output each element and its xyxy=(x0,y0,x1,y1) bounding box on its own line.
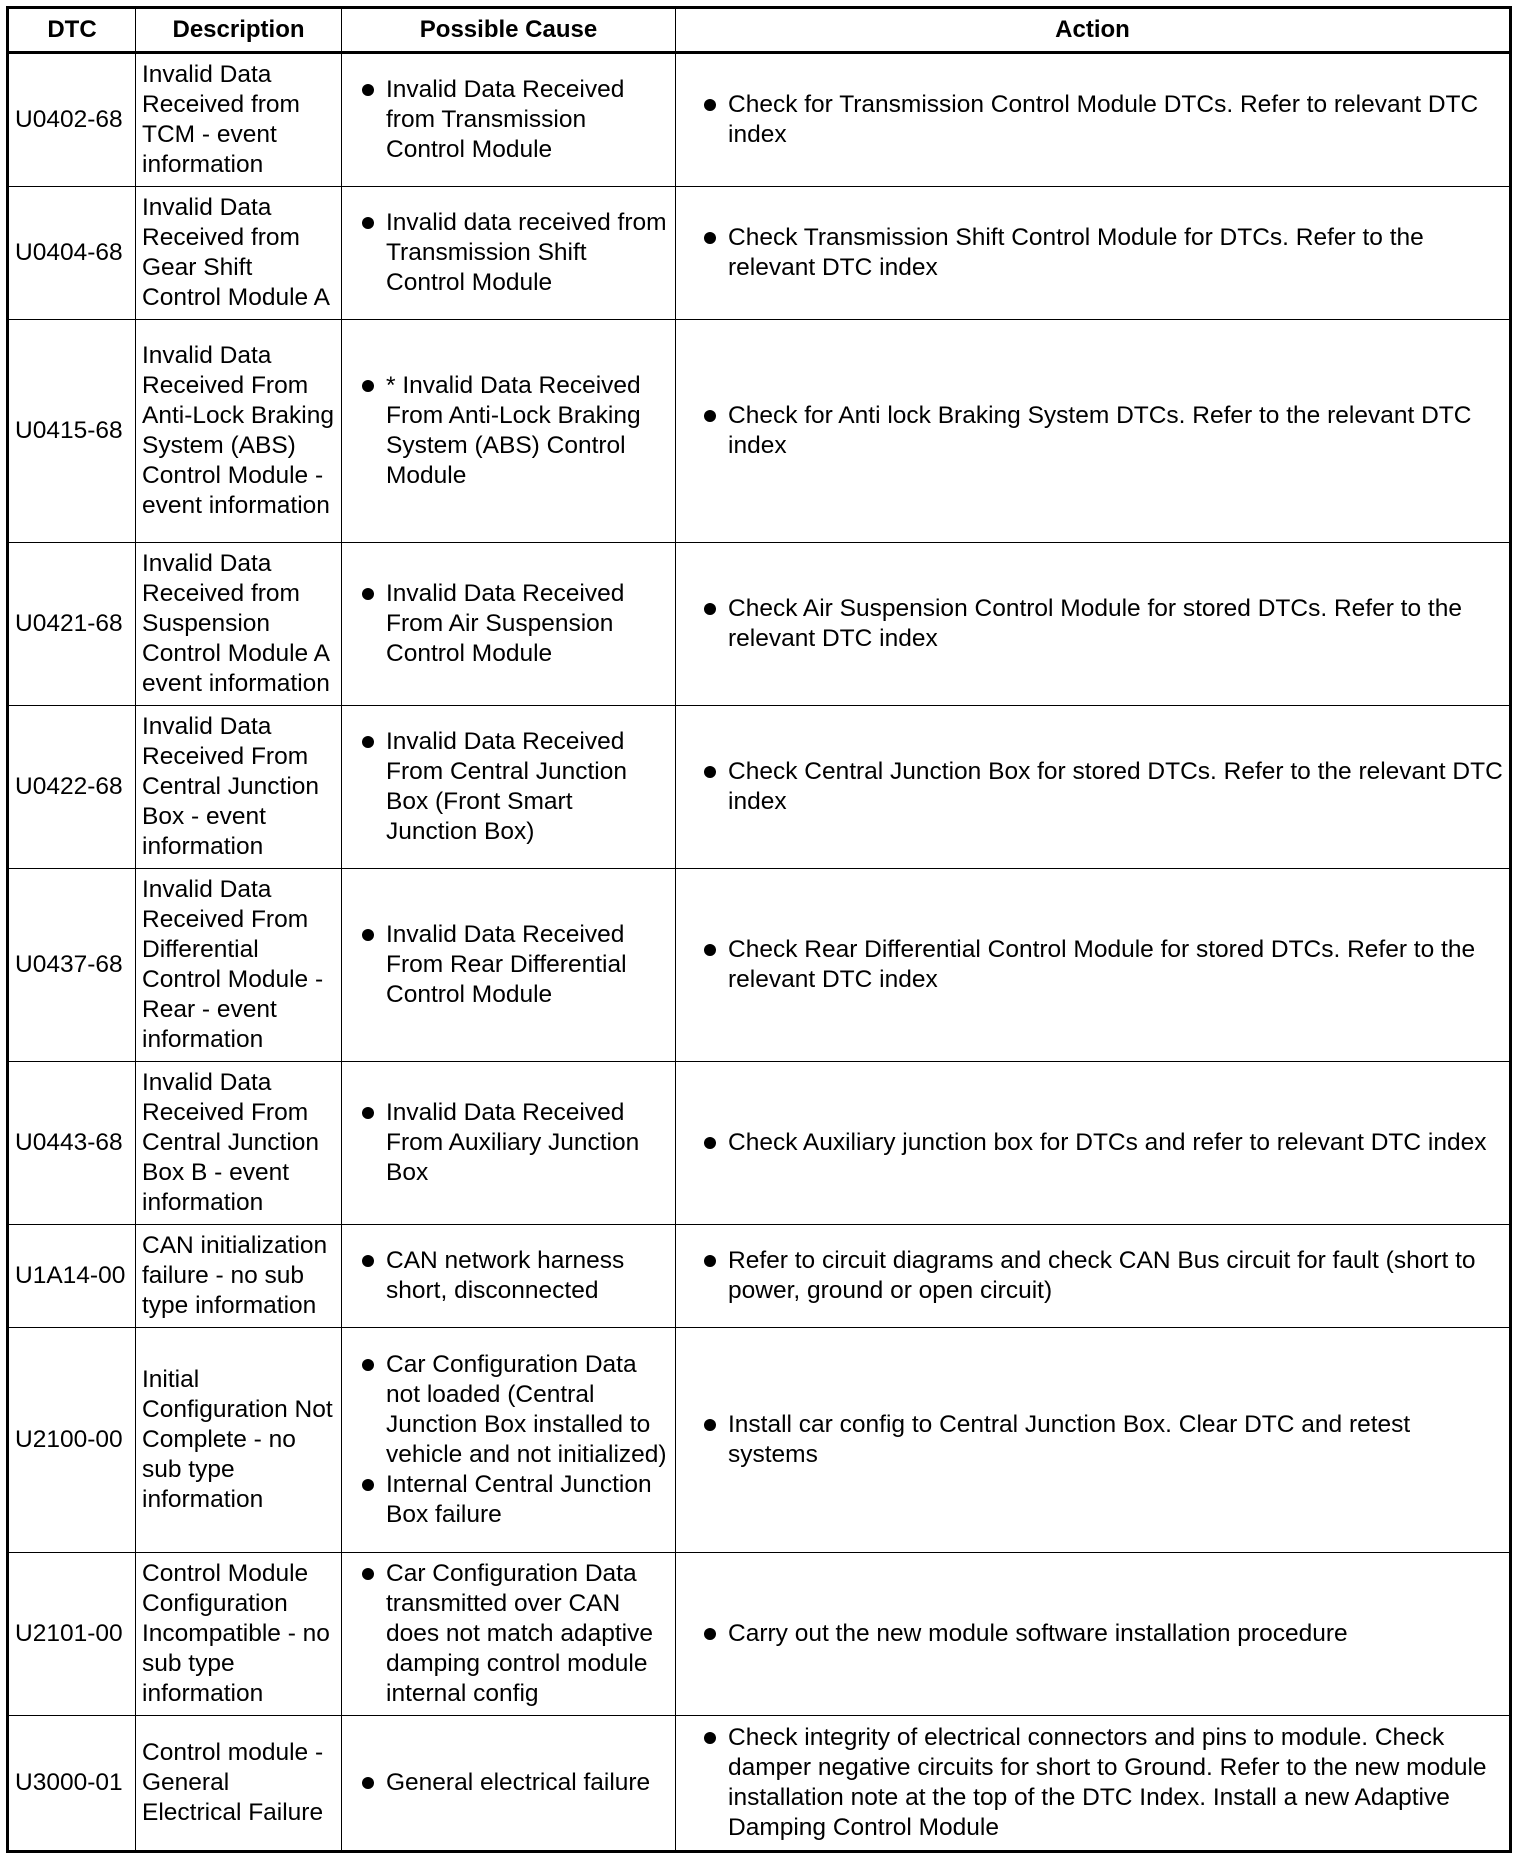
action-bullet: Refer to circuit diagrams and check CAN Bus circuit for fault (short to power, ground or open circuit) xyxy=(682,1246,1503,1306)
cause-bullet: Invalid Data Received From Central Junction Box (Front Smart Junction Box) xyxy=(348,727,669,847)
table-row xyxy=(8,1225,1511,1328)
action-bullet: Carry out the new module software installation procedure xyxy=(682,1619,1503,1649)
action-cell xyxy=(676,187,1511,320)
cause-bullet: Car Configuration Data not loaded (Central Junction Box installed to vehicle and not initialized) xyxy=(348,1350,669,1470)
dtc-code: U2100-00 xyxy=(8,1328,136,1553)
description-cell: Invalid Data Received From Differential Control Module - Rear - event information xyxy=(136,869,342,1062)
cause-cell xyxy=(342,320,676,543)
cause-cell xyxy=(342,1062,676,1225)
dtc-code: U0404-68 xyxy=(8,187,136,320)
cause-bullet: Invalid data received from Transmission Shift Control Module xyxy=(348,208,669,298)
header-possible-cause: Possible Cause xyxy=(342,8,676,53)
table-row xyxy=(8,869,1511,1062)
cause-bullet: General electrical failure xyxy=(348,1768,669,1798)
dtc-code: U1A14-00 xyxy=(8,1225,136,1328)
table-row xyxy=(8,1328,1511,1553)
cause-bullet: Invalid Data Received From Rear Differential Control Module xyxy=(348,920,669,1010)
action-cell xyxy=(676,869,1511,1062)
description-cell: Invalid Data Received from Gear Shift Control Module A xyxy=(136,187,342,320)
table-row xyxy=(8,53,1511,187)
cause-bullet: * Invalid Data Received From Anti-Lock Braking System (ABS) Control Module xyxy=(348,371,669,491)
description-cell: Control Module Configuration Incompatible - no sub type information xyxy=(136,1553,342,1716)
cause-cell xyxy=(342,706,676,869)
cause-bullet: CAN network harness short, disconnected xyxy=(348,1246,669,1306)
action-cell xyxy=(676,320,1511,543)
action-cell xyxy=(676,1225,1511,1328)
cause-cell xyxy=(342,543,676,706)
cause-cell xyxy=(342,1328,676,1553)
dtc-code: U2101-00 xyxy=(8,1553,136,1716)
action-cell xyxy=(676,1716,1511,1852)
dtc-code: U0437-68 xyxy=(8,869,136,1062)
action-cell xyxy=(676,543,1511,706)
action-cell xyxy=(676,1062,1511,1225)
cause-cell xyxy=(342,1553,676,1716)
description-cell: Invalid Data Received from Suspension Control Module A event information xyxy=(136,543,342,706)
cause-bullet: Invalid Data Received From Air Suspension Control Module xyxy=(348,579,669,669)
action-cell xyxy=(676,53,1511,187)
description-cell: Invalid Data Received From Central Junction Box - event information xyxy=(136,706,342,869)
action-bullet: Check for Transmission Control Module DTCs. Refer to relevant DTC index xyxy=(682,90,1503,150)
action-bullet: Check Rear Differential Control Module for stored DTCs. Refer to the relevant DTC index xyxy=(682,935,1503,995)
cause-cell xyxy=(342,869,676,1062)
action-cell xyxy=(676,1553,1511,1716)
header-dtc: DTC xyxy=(8,8,136,53)
dtc-code: U0421-68 xyxy=(8,543,136,706)
dtc-code: U0443-68 xyxy=(8,1062,136,1225)
header-description: Description xyxy=(136,8,342,53)
table-row xyxy=(8,1716,1511,1852)
cause-cell xyxy=(342,53,676,187)
action-bullet: Check Air Suspension Control Module for stored DTCs. Refer to the relevant DTC index xyxy=(682,594,1503,654)
cause-bullet: Internal Central Junction Box failure xyxy=(348,1470,669,1530)
cause-bullet: Invalid Data Received From Auxiliary Junction Box xyxy=(348,1098,669,1188)
action-bullet: Check Auxiliary junction box for DTCs and refer to relevant DTC index xyxy=(682,1128,1503,1158)
table-row xyxy=(8,1553,1511,1716)
description-cell: Invalid Data Received From Anti-Lock Braking System (ABS) Control Module - event information xyxy=(136,320,342,543)
cause-cell xyxy=(342,187,676,320)
action-bullet: Install car config to Central Junction Box. Clear DTC and retest systems xyxy=(682,1410,1503,1470)
dtc-code: U0402-68 xyxy=(8,53,136,187)
table-row xyxy=(8,1062,1511,1225)
action-bullet: Check for Anti lock Braking System DTCs. Refer to the relevant DTC index xyxy=(682,401,1503,461)
action-bullet: Check Transmission Shift Control Module for DTCs. Refer to the relevant DTC index xyxy=(682,223,1503,283)
cause-bullet: Invalid Data Received from Transmission Control Module xyxy=(348,75,669,165)
description-cell: Invalid Data Received From Central Junction Box B - event information xyxy=(136,1062,342,1225)
description-cell: CAN initialization failure - no sub type information xyxy=(136,1225,342,1328)
action-bullet: Check Central Junction Box for stored DTCs. Refer to the relevant DTC index xyxy=(682,757,1503,817)
action-bullet: Check integrity of electrical connectors and pins to module. Check damper negative circuits for short to Ground. Refer to the new module installation note at the top of the DTC Index. Install a new Adaptive Damping Control Module xyxy=(682,1723,1503,1843)
table-header-row xyxy=(8,8,1511,53)
dtc-code: U3000-01 xyxy=(8,1716,136,1852)
dtc-code: U0415-68 xyxy=(8,320,136,543)
header-action: Action xyxy=(676,8,1511,53)
table-row xyxy=(8,706,1511,869)
table-row xyxy=(8,320,1511,543)
cause-cell xyxy=(342,1225,676,1328)
action-cell xyxy=(676,706,1511,869)
cause-bullet: Car Configuration Data transmitted over CAN does not match adaptive damping control module internal config xyxy=(348,1559,669,1709)
table-row xyxy=(8,187,1511,320)
description-cell: Control module - General Electrical Failure xyxy=(136,1716,342,1852)
description-cell: Invalid Data Received from TCM - event information xyxy=(136,53,342,187)
table-row xyxy=(8,543,1511,706)
action-cell xyxy=(676,1328,1511,1553)
description-cell: Initial Configuration Not Complete - no sub type information xyxy=(136,1328,342,1553)
dtc-code: U0422-68 xyxy=(8,706,136,869)
dtc-table xyxy=(6,6,1512,1853)
cause-cell xyxy=(342,1716,676,1852)
